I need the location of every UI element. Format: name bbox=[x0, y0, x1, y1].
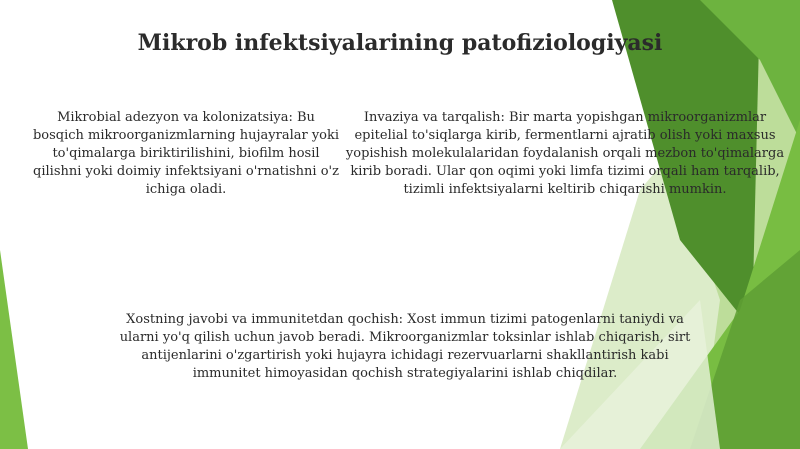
paragraph-invasion: Invaziya va tarqalish: Bir marta yopishgan mikroorganizmlar epitelial to'siqlarga kirib, fermentlarni ajratib olish yoki maxsus yopishish molekulalaridan foydalanish orqali mezbon to'qimalarga kirib boradi. Ular qon oqimi yoki limfa tizimi orqali ham tarqalib, tizimli infektsiyalarni keltirib chiqarishi mumkin. bbox=[345, 110, 785, 197]
left-green-stripe bbox=[0, 250, 28, 449]
paragraph-adhesion: Mikrobial adezyon va kolonizatsiya: Bu bosqich mikroorganizmlarning hujayralar yoki to'qimalarga biriktirilishini, biofilm hosil qilishni yoki doimiy infektsiyani o'rnatishni o'z ichiga oladi. bbox=[32, 110, 340, 197]
paragraph-host-response: Xostning javobi va immunitetdan qochish: Xost immun tizimi patogenlarni taniydi va ularni yo'q qilish uchun javob beradi. Mikroorganizmlar toksinlar ishlab chiqarish, sirt antijenlarini o'zgartirish yoki hujayra ichidagi rezervuarlarni shakllantirish kabi immunitet himoyasidan qochish strategiyalarini ishlab chiqdilar. bbox=[119, 312, 691, 381]
slide-title: Mikrob infektsiyalarining patofiziologiyasi bbox=[137, 30, 663, 56]
